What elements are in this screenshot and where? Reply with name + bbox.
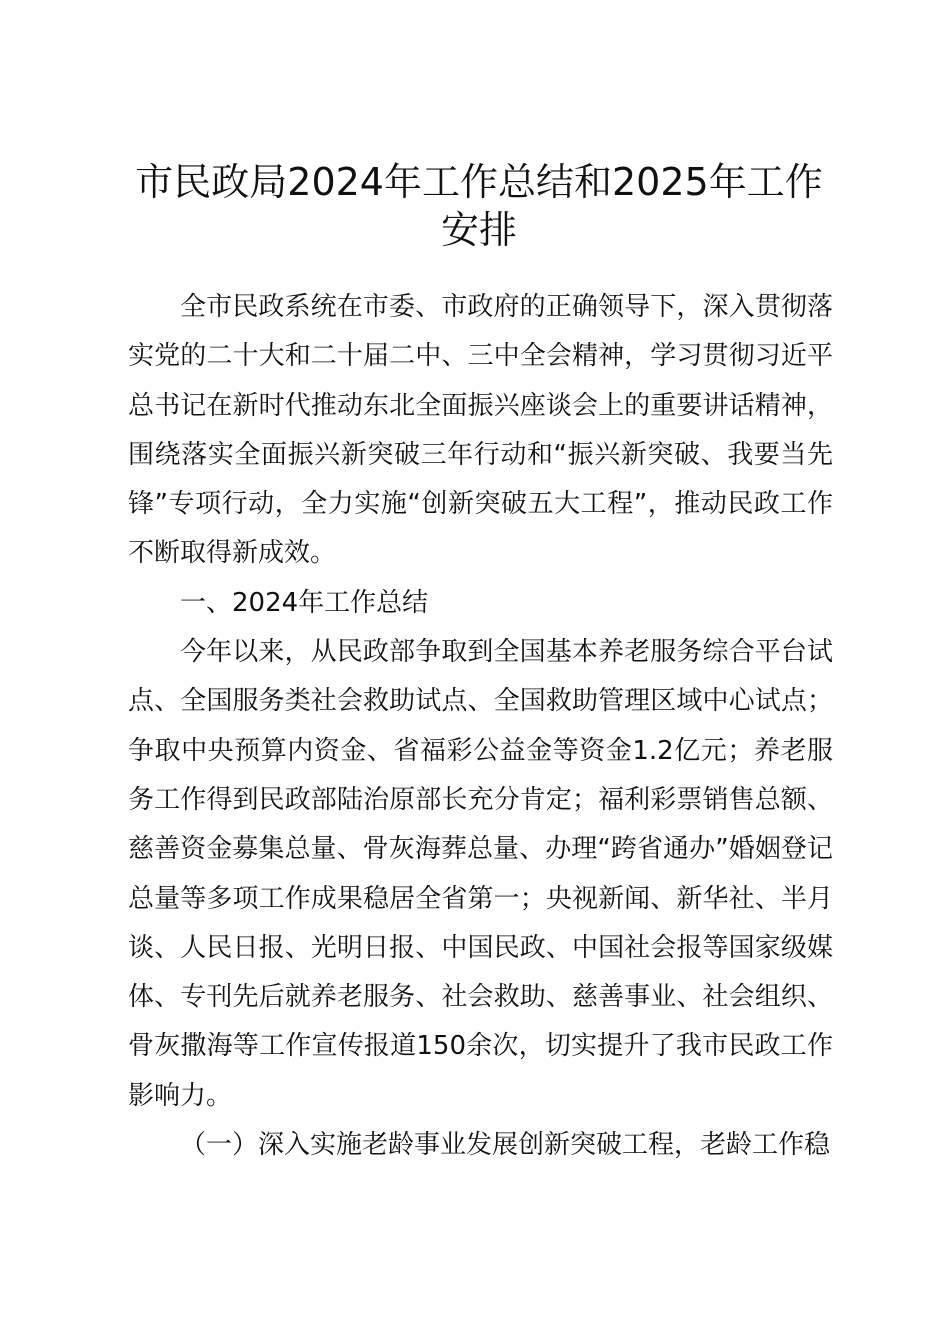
intro-paragraph: 全市民政系统在市委、市政府的正确领导下，深入贯彻落实党的二十大和二十届二中、三中全会精神，学习贯彻习近平总书记在新时代推动东北全面振兴座谈会上的重要讲话精神，围绕落实全面振兴新突破三年行动和“振兴新突破、我要当先锋”专项行动，全力实施“创新突破五大工程”，推动民政工作不断取得新成效。 <box>128 292 833 569</box>
summary-paragraph: 今年以来，从民政部争取到全国基本养老服务综合平台试点、全国服务类社会救助试点、全国救助管理区域中心试点；争取中央预算内资金、省福彩公益金等资金1.2亿元；养老服务工作得到民政部陆治原部长充分肯定；福利彩票销售总额、慈善资金募集总量、骨灰海葬总量、办理“跨省通办”婚姻登记总量等多项工作成果稳居全省第一；央视新闻、新华社、半月谈、人民日报、光明日报、中国民政、中国社会报等国家级媒体、专刊先后就养老服务、社会救助、慈善事业、社会组织、骨灰撒海等工作宣传报道150余次，切实提升了我市民政工作影响力。 <box>128 637 833 1111</box>
subsection-heading: （一）深入实施老龄事业发展创新突破工程，老龄工作稳 <box>180 1130 831 1161</box>
section-heading: 一、2024年工作总结 <box>180 587 429 618</box>
document-body <box>128 283 833 1170</box>
document-title: 市民政局2024年工作总结和2025年工作安排 <box>135 160 823 252</box>
